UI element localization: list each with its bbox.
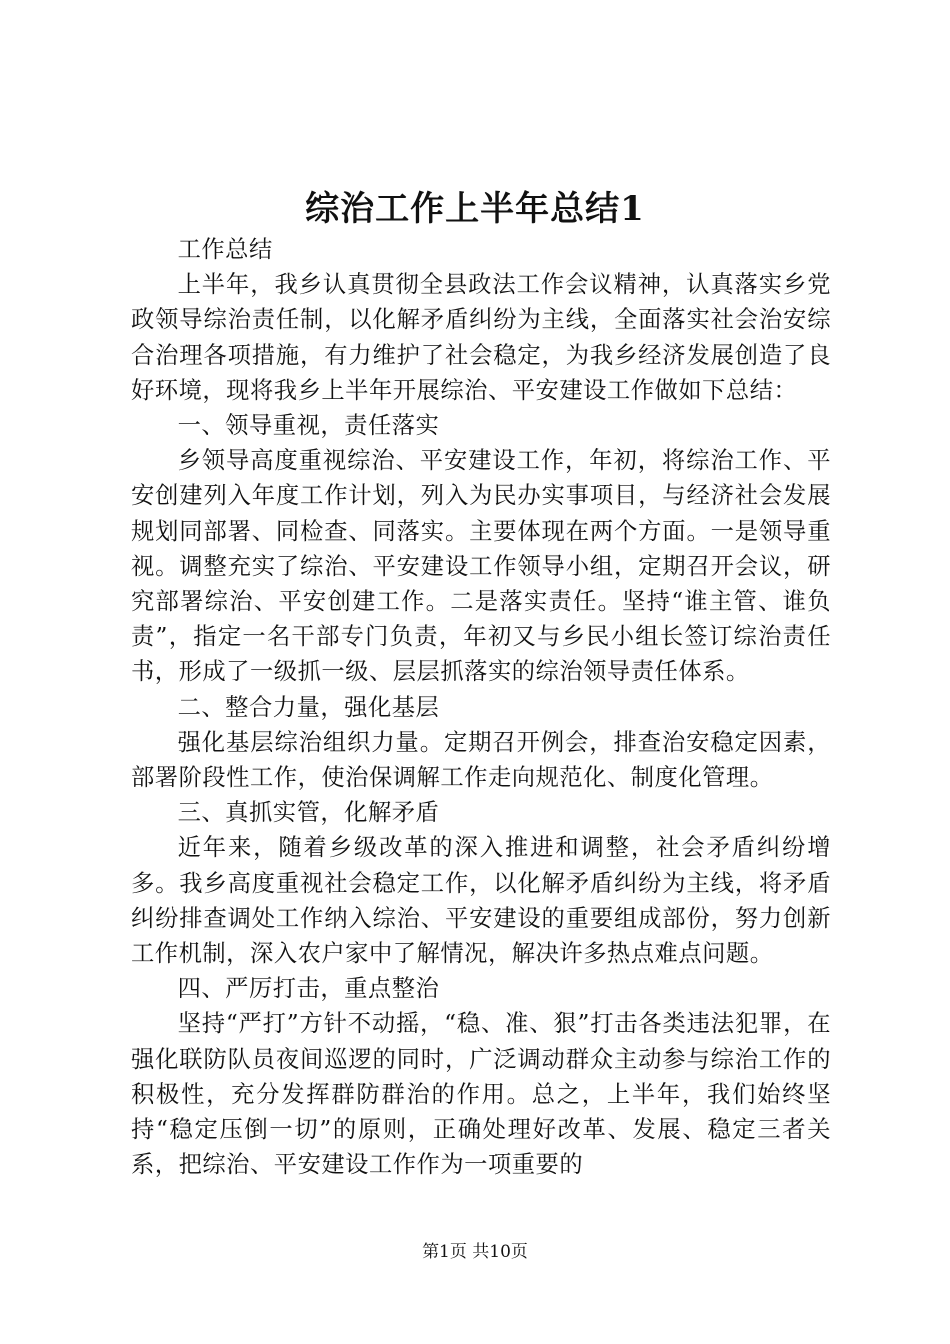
paragraph-heading-summary: 工作总结 [177, 236, 273, 263]
paragraph-section-4: 坚持“严打”方针不动摇，“稳、准、狠”打击各类违法犯罪，在强化联防队员夜间巡逻的同时，广泛调动群众主动参与综治工作的积极性，充分发挥群防群治的作用。总之，上半年，我们始终坚持“稳定压倒一切”的原则，正确处理好改革、发展、稳定三者关系，把综治、平安建设工作作为一项重要的 [131, 1010, 831, 1179]
paragraph-section-1: 乡领导高度重视综治、平安建设工作，年初，将综治工作、平安创建列入年度工作计划，列入为民办实事项目，与经济社会发展规划同部署、同检查、同落实。主要体现在两个方面。一是领导重视。调整充实了综治、平安建设工作领导小组，定期召开会议，研究部署综治、平安创建工作。二是落实责任。坚持“谁主管、谁负责”，指定一名干部专门负责，年初又与乡民小组长签订综治责任书，形成了一级抓一级、层层抓落实的综治领导责任体系。 [131, 447, 831, 686]
section-heading-1: 一、领导重视，责任落实 [177, 412, 440, 440]
section-heading-3: 三、真抓实管，化解矛盾 [177, 799, 440, 827]
page-footer: 第1页 共10页 [422, 1242, 528, 1262]
document-body [131, 232, 831, 1182]
section-heading-4: 四、严厉打击，重点整治 [177, 975, 440, 1003]
section-heading-2: 二、整合力量，强化基层 [177, 693, 440, 721]
document-title: 综治工作上半年总结1 [305, 189, 645, 229]
paragraph-section-2: 强化基层综治组织力量。定期召开例会，排查治安稳定因素，部署阶段性工作，使治保调解工作走向规范化、制度化管理。 [131, 728, 831, 792]
paragraph-intro: 上半年，我乡认真贯彻全县政法工作会议精神，认真落实乡党政领导综治责任制，以化解矛盾纠纷为主线，全面落实社会治安综合治理各项措施，有力维护了社会稳定，为我乡经济发展创造了良好环境，现将我乡上半年开展综治、平安建设工作做如下总结： [131, 271, 831, 404]
paragraph-section-3: 近年来，随着乡级改革的深入推进和调整，社会矛盾纠纷增多。我乡高度重视社会稳定工作，以化解矛盾纠纷为主线，将矛盾纠纷排查调处工作纳入综治、平安建设的重要组成部份，努力创新工作机制，深入农户家中了解情况，解决许多热点难点问题。 [131, 834, 831, 968]
